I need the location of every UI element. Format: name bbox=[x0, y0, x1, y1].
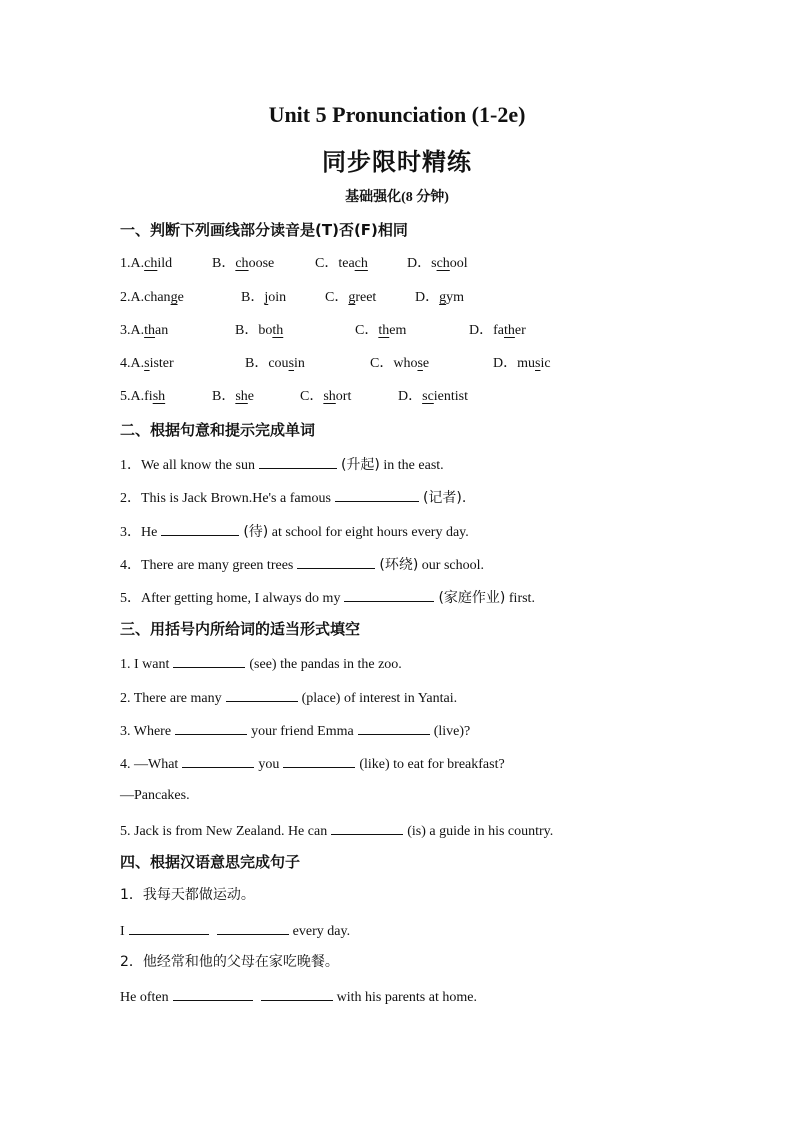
answer-blank[interactable] bbox=[175, 720, 247, 735]
s1-option-a: 1.A.child bbox=[120, 256, 173, 271]
s1-option-b: B．cousin bbox=[245, 356, 305, 371]
s2-item-5: 5．After getting home, I always do my (家庭作业) first. bbox=[120, 587, 535, 608]
page-subtitle: 同步限时精练 bbox=[322, 148, 472, 176]
s3-item-3: 3. Where your friend Emma (live)? bbox=[120, 720, 470, 741]
s4-question-1: 1．我每天都做运动。 bbox=[120, 887, 255, 903]
s1-option-c: C．teach bbox=[315, 256, 368, 271]
answer-blank[interactable] bbox=[335, 487, 419, 502]
answer-blank[interactable] bbox=[261, 986, 333, 1001]
s1-option-d: D．scientist bbox=[398, 389, 469, 404]
answer-blank[interactable] bbox=[182, 753, 254, 768]
s1-option-b: B．both bbox=[235, 323, 284, 338]
s1-option-a: 2.A.change bbox=[120, 290, 184, 305]
answer-blank[interactable] bbox=[283, 753, 355, 768]
s3-item-1: 1. I want (see) the pandas in the zoo. bbox=[120, 653, 402, 674]
s3-answer-line: —Pancakes. bbox=[120, 788, 190, 803]
s2-item-2: 2．This is Jack Brown.He's a famous (记者). bbox=[120, 487, 466, 508]
s1-option-c: C．whose bbox=[370, 356, 430, 371]
s1-option-c: C．greet bbox=[325, 290, 377, 305]
s1-option-c: C．short bbox=[300, 389, 352, 404]
s2-item-4: 4．There are many green trees (环绕) our school. bbox=[120, 554, 484, 575]
s1-option-d: D．gym bbox=[415, 290, 465, 305]
answer-blank[interactable] bbox=[173, 986, 253, 1001]
section2-heading: 二、根据句意和提示完成单词 bbox=[120, 421, 316, 439]
answer-blank[interactable] bbox=[344, 587, 434, 602]
s3-item-4: 4. —What you (like) to eat for breakfast? bbox=[120, 753, 505, 774]
s2-item-3: 3．He (待) at school for eight hours every day. bbox=[120, 521, 469, 542]
s1-option-a: 3.A.than bbox=[120, 323, 169, 338]
s1-option-b: B．she bbox=[212, 389, 255, 404]
s1-option-d: D．music bbox=[493, 356, 551, 371]
level-label: 基础强化(8 分钟) bbox=[345, 190, 449, 205]
s1-option-a: 4.A.sister bbox=[120, 356, 174, 371]
answer-blank[interactable] bbox=[173, 653, 245, 668]
s1-option-b: B．choose bbox=[212, 256, 275, 271]
s1-option-c: C．them bbox=[355, 323, 407, 338]
s1-option-a: 5.A.fish bbox=[120, 389, 166, 404]
s4-answer-1: I every day. bbox=[120, 920, 350, 941]
section3-heading: 三、用括号内所给词的适当形式填空 bbox=[120, 620, 361, 638]
s4-question-2: 2．他经常和他的父母在家吃晚餐。 bbox=[120, 954, 339, 970]
answer-blank[interactable] bbox=[259, 454, 337, 469]
s2-item-1: 1．We all know the sun (升起) in the east. bbox=[120, 454, 444, 475]
s3-item-5: 5. Jack is from New Zealand. He can (is) a guide in his country. bbox=[120, 820, 553, 841]
s3-item-2: 2. There are many (place) of interest in Yantai. bbox=[120, 687, 457, 708]
answer-blank[interactable] bbox=[297, 554, 375, 569]
s1-option-d: D．school bbox=[407, 256, 468, 271]
s4-answer-2: He often with his parents at home. bbox=[120, 986, 477, 1007]
s1-option-d: D．father bbox=[469, 323, 526, 338]
answer-blank[interactable] bbox=[331, 820, 403, 835]
answer-blank[interactable] bbox=[161, 521, 239, 536]
answer-blank[interactable] bbox=[226, 687, 298, 702]
section1-heading: 一、判断下列画线部分读音是(T)否(F)相同 bbox=[120, 221, 408, 239]
page-title: Unit 5 Pronunciation (1-2e) bbox=[268, 102, 526, 127]
s1-option-b: B．join bbox=[241, 290, 287, 305]
answer-blank[interactable] bbox=[358, 720, 430, 735]
answer-blank[interactable] bbox=[129, 920, 209, 935]
answer-blank[interactable] bbox=[217, 920, 289, 935]
section4-heading: 四、根据汉语意思完成句子 bbox=[120, 853, 301, 871]
